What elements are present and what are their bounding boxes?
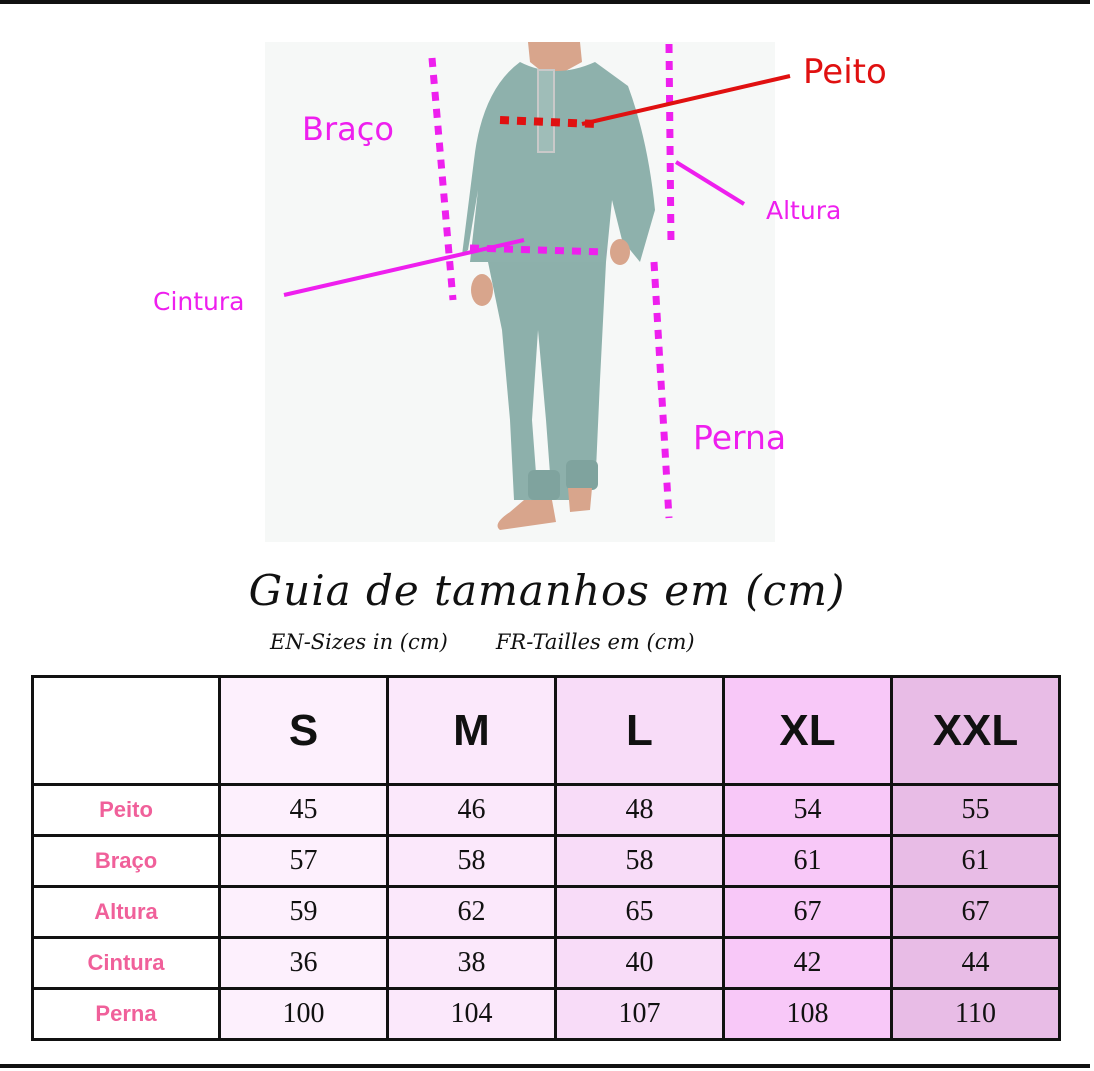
table-cell: 61 xyxy=(892,836,1060,887)
subtitle-fr: FR-Tailles em (cm) xyxy=(495,630,695,654)
table-cell: 59 xyxy=(220,887,388,938)
row-label: Perna xyxy=(33,989,220,1040)
cintura-label: Cintura xyxy=(153,287,245,316)
size-table xyxy=(31,675,1061,1041)
bottom-rule xyxy=(0,1064,1090,1068)
table-row-cintura xyxy=(33,938,1060,989)
size-header-xxl: XXL xyxy=(892,677,1060,785)
table-cell: 45 xyxy=(220,785,388,836)
row-label: Altura xyxy=(33,887,220,938)
table-cell: 108 xyxy=(724,989,892,1040)
row-label: Peito xyxy=(33,785,220,836)
size-header-row xyxy=(33,677,1060,785)
table-row-braco xyxy=(33,836,1060,887)
table-cell: 58 xyxy=(388,836,556,887)
table-cell: 57 xyxy=(220,836,388,887)
size-header-m: M xyxy=(388,677,556,785)
table-cell: 110 xyxy=(892,989,1060,1040)
table-cell: 65 xyxy=(556,887,724,938)
table-cell: 42 xyxy=(724,938,892,989)
corner-cell xyxy=(33,677,220,785)
row-label: Cintura xyxy=(33,938,220,989)
size-header-l: L xyxy=(556,677,724,785)
size-header-xl: XL xyxy=(724,677,892,785)
table-cell: 62 xyxy=(388,887,556,938)
table-cell: 40 xyxy=(556,938,724,989)
altura-label: Altura xyxy=(766,196,842,225)
table-cell: 61 xyxy=(724,836,892,887)
table-cell: 58 xyxy=(556,836,724,887)
peito-label: Peito xyxy=(803,52,887,92)
size-header-s: S xyxy=(220,677,388,785)
table-cell: 100 xyxy=(220,989,388,1040)
table-cell: 36 xyxy=(220,938,388,989)
perna-label: Perna xyxy=(693,418,787,457)
table-cell: 67 xyxy=(724,887,892,938)
table-cell: 54 xyxy=(724,785,892,836)
table-cell: 38 xyxy=(388,938,556,989)
subtitle-en: EN-Sizes in (cm) xyxy=(270,630,448,654)
page-title: Guia de tamanhos em (cm) xyxy=(248,566,846,615)
table-row-peito xyxy=(33,785,1060,836)
table-cell: 107 xyxy=(556,989,724,1040)
braco-label: Braço xyxy=(302,110,394,148)
table-cell: 55 xyxy=(892,785,1060,836)
table-cell: 46 xyxy=(388,785,556,836)
table-row-altura xyxy=(33,887,1060,938)
subtitle xyxy=(270,630,695,654)
table-row-perna xyxy=(33,989,1060,1040)
row-label: Braço xyxy=(33,836,220,887)
table-cell: 67 xyxy=(892,887,1060,938)
table-cell: 104 xyxy=(388,989,556,1040)
table-cell: 44 xyxy=(892,938,1060,989)
table-cell: 48 xyxy=(556,785,724,836)
